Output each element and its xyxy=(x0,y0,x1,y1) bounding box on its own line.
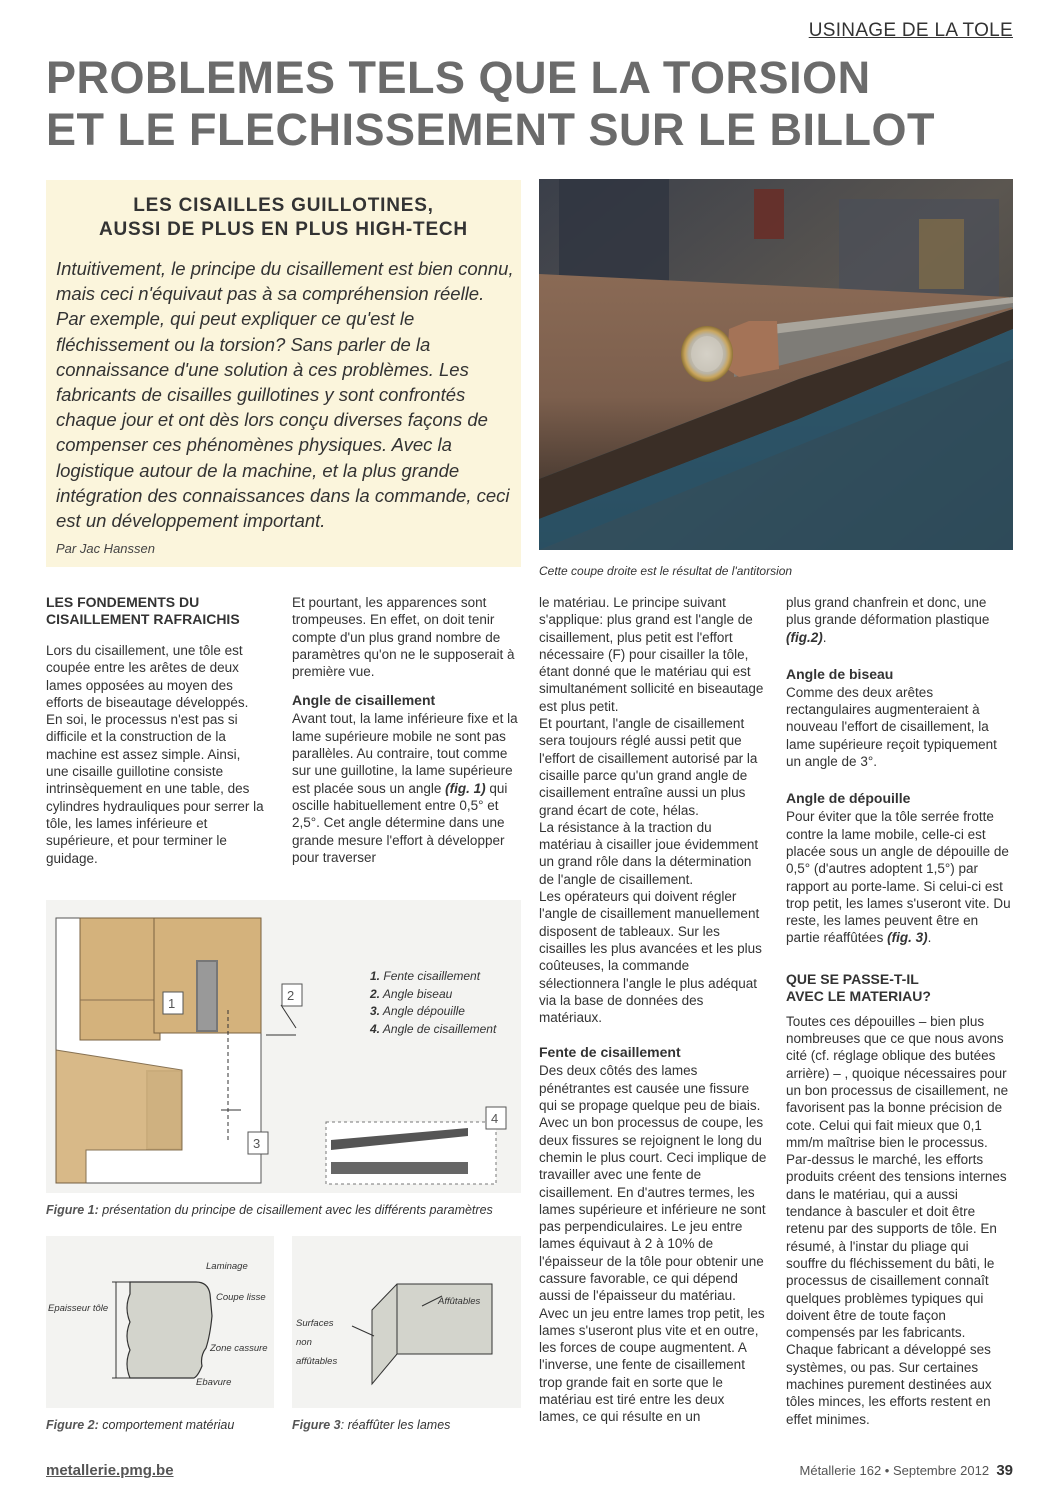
label-affutables: Affûtables xyxy=(438,1296,481,1307)
marker-1: 1 xyxy=(168,996,176,1011)
paragraph: Lors du cisaillement, une tôle est coupée entre les arêtes de deux lames opposées au moyen des efforts de biseautage développés. En soi, le processus n'est pas si difficile et la construction de la machine est assez simple. Ainsi, une cisaille guillotine consiste intrinsèquement en une table, des cylindres hydrauliques pour serrer la tôle, les lames inférieure et supérieure, et pour terminer le guidage. xyxy=(46,643,264,866)
figure-2-caption xyxy=(46,1418,234,1432)
legend-item: 3. Angle dépouille xyxy=(370,1004,465,1018)
legend-item: 2. Angle biseau xyxy=(370,986,453,1001)
figure-reference: (fig. 1) xyxy=(445,780,486,796)
text-run: . xyxy=(927,930,932,946)
heading-line-2: AVEC LE MATERIAU? xyxy=(786,987,931,1004)
figure-2-caption-text: comportement matériau xyxy=(102,1418,235,1432)
subheading-angle-cisaillement: Angle de cisaillement xyxy=(292,692,436,709)
section-heading-fondements xyxy=(46,594,264,628)
paragraph: La résistance à la traction du matériau à cisailler joue évidemment un grand rôle dans la détermination de l'angle de cisaillement. xyxy=(539,819,759,887)
paragraph xyxy=(292,710,518,866)
intro-heading-line-1: LES CISAILLES GUILLOTINES, xyxy=(133,195,434,216)
author-byline: Par Jac Hanssen xyxy=(56,541,155,556)
text-run: . xyxy=(822,629,827,645)
column-4 xyxy=(786,594,1013,1440)
page-title xyxy=(46,52,1026,156)
label-line: affûtables xyxy=(296,1356,338,1367)
intro-heading xyxy=(46,194,521,242)
intro-text: Intuitivement, le principe du cisaillement est bien connu, mais ceci n'équivaut pas à sa compréhension réelle. Par exemple, qui peut expliquer ce qu'est le fléchissement ou la torsion? Sans parler de la connaissance d'une solution à ces problèmes. Les fabricants de cisailles guillotines y sont confrontés chaque jour et ont dès lors conçu diverses façons de compenser ces phénomènes physiques. Avec la logistique autour de la machine, et la plus grande intégration des connaissances dans la commande, ceci est un développement important. xyxy=(56,258,514,532)
paragraph: Toutes ces dépouilles – bien plus nombreuses que ce que nous avons cité (cf. réglage oblique des butées arrière) – , quoique nécessaires pour un bon processus de cisaillement, ne favorisent pas la bonne précision de cote. Celui qui fait mieux que 0,1 mm/m maîtrise bien le processus. Par-dessus le marché, les efforts produits créent des tensions internes dans le matériau, qui a aussi tendance à basculer et doit être retenu par des supports de tôle. En résumé, à l'instar du pliage qui souffre du fléchissement du bâti, le processus de cisaillement connaît quelques problèmes typiques qui doivent être de toute façon compensés par les fabricants. Chaque fabricant a développé ses systèmes, ou pas. Sur certaines machines purement destinées aux tôles minces, les efforts restent en effet minimes. xyxy=(786,1013,1009,1427)
photo-caption: Cette coupe droite est le résultat de l'antitorsion xyxy=(539,564,793,578)
legend-item: 4. Angle de cisaillement xyxy=(370,1021,497,1036)
photo-illustration xyxy=(539,179,1013,550)
marker-4: 4 xyxy=(491,1111,499,1126)
text-run: Pour éviter que la tôle serrée frotte contre la lame mobile, celle-ci est placée sous un angle de dépouille de 0,5° (d'autres adoptent 1,5°) par rapport au porte-lame. Si celui-ci est trop petit, les lames s'useront vite. Du reste, les lames peuvent être en partie réaffûtées xyxy=(786,809,1011,946)
figure-3 xyxy=(292,1236,521,1408)
marker-3: 3 xyxy=(253,1136,261,1151)
figure-2-caption-label: Figure 2: xyxy=(46,1418,99,1432)
marker-2: 2 xyxy=(287,988,295,1003)
paragraph: Des deux côtés des lames pénétrantes est causée une fissure qui se propage quelque peu de biais. Avec un bon processus de coupe, les deux fissures se rejoignent le long du chemin le plus court. Ceci implique de travailler avec une fente de cisaillement. En d'autres termes, les lames supérieure et inférieure ne sont pas perpendiculaires. Le jeu entre lames équivaut à 2 à 10% de l'épaisseur de la tôle pour obtenir une cassure favorable, ce qui dépend aussi de l'épaisseur du matériau. Avec un jeu entre lames trop petit, les lames s'useront plus vite et en outre, les forces de coupe augmentent. A l'inverse, une fente de cisaillement trop grande fait en sorte que le matériau est tiré entre les deux lames, ce qui résulte en un xyxy=(539,1063,767,1425)
label-line: non xyxy=(296,1337,312,1348)
label-laminage: Laminage xyxy=(206,1261,248,1272)
text-run: Avant tout, la lame inférieure fixe et la lame supérieure mobile ne sont pas parallèles. Au contraire, tout comme sur une guillotine, la lame supérieure est placée sous un angle xyxy=(292,711,518,796)
page-number: 39 xyxy=(996,1462,1013,1479)
label-zone-cassure: Zone cassure xyxy=(210,1343,268,1354)
subheading-biseau: Angle de biseau xyxy=(786,665,894,682)
figure-1-caption-text: présentation du principe de cisaillement avec les différents paramètres xyxy=(102,1203,493,1217)
label-epaisseur: Epaisseur tôle xyxy=(48,1303,109,1314)
figure-2 xyxy=(46,1236,274,1408)
figure-reference: (fig.2) xyxy=(786,629,823,645)
paragraph: Et pourtant, les apparences sont trompeuses. En effet, on doit tenir compte d'un plus grand nombre de paramètres qu'on ne le supposerait à première vue. xyxy=(292,595,515,680)
figure-3-caption-label: Figure 3 xyxy=(292,1418,341,1432)
figure-1-legend xyxy=(370,968,496,1038)
paragraph xyxy=(786,808,1013,946)
paragraph: le matériau. Le principe suivant s'applique: plus grand est l'angle de cisaillement, plus petit est l'effort nécessaire (F) pour cisailler la tôle, étant donné que le matériau qui est simultanément sollicité en biseautage est plus petit. xyxy=(539,595,764,714)
subheading-fente: Fente de cisaillement xyxy=(539,1044,681,1061)
figure-1 xyxy=(46,900,521,1193)
figure-1-diagram xyxy=(46,900,521,1193)
label-line: Surfaces xyxy=(296,1318,334,1329)
photo-sheet-cut xyxy=(539,179,1013,550)
label-coupe-lisse: Coupe lisse xyxy=(216,1292,266,1303)
label-surfaces-non-affutables xyxy=(296,1314,337,1371)
paragraph: Comme des deux arêtes rectangulaires augmenteraient à nouveau l'effort de cisaillement, la lame supérieure reçoit typiquement un angle de 3°. xyxy=(786,684,997,770)
intro-box xyxy=(46,180,521,567)
heading-line-1: QUE SE PASSE-T-IL xyxy=(786,970,919,987)
intro-heading-line-2: AUSSI DE PLUS EN PLUS HIGH-TECH xyxy=(99,219,468,240)
section-tag: USINAGE DE LA TOLE xyxy=(808,20,1013,41)
title-line-2: ET LE FLECHISSEMENT SUR LE BILLOT xyxy=(46,104,936,155)
heading-line-2: CISAILLEMENT RAFRAICHIS xyxy=(46,611,240,627)
issue-text: Métallerie 162 • Septembre 2012 xyxy=(799,1463,990,1478)
paragraph: Et pourtant, l'angle de cisaillement sera toujours réglé aussi petit que l'effort de cisaillement autorisé par la cisaille parce qu'un grand angle de cisaillement entraîne aussi un plus grand écart de cote, hélas. xyxy=(539,716,758,818)
column-3 xyxy=(539,594,767,1438)
figure-3-caption-text: : réaffûter les lames xyxy=(340,1418,451,1432)
figure-3-caption xyxy=(292,1418,450,1432)
figure-1-caption xyxy=(46,1203,493,1217)
heading-line-1: LES FONDEMENTS DU xyxy=(46,594,200,610)
footer-issue xyxy=(800,1462,1013,1479)
title-line-1: PROBLEMES TELS QUE LA TORSION xyxy=(46,52,871,103)
label-ebavure: Ebavure xyxy=(196,1377,232,1388)
subheading-depouille: Angle de dépouille xyxy=(786,790,911,807)
figure-1-caption-label: Figure 1: xyxy=(46,1203,99,1217)
column-2 xyxy=(292,594,518,878)
paragraph: Les opérateurs qui doivent régler l'angle de cisaillement manuellement disposent de tableaux. Sur les cisailles les plus avancées et les plus coûteuses, la commande sélectionnera l'angle le plus adéquat via la base de données des matériaux. xyxy=(539,889,762,1026)
website-link[interactable]: metallerie.pmg.be xyxy=(46,1462,174,1479)
column-1 xyxy=(46,594,264,879)
text-run: qui oscille habituellement entre 0,5° et 2,5°. Cet angle détermine dans une grande mesure l'effort à développer pour traverser xyxy=(292,780,508,865)
section-heading-materiau xyxy=(786,971,1013,1005)
legend-item: 1. Fente cisaillement xyxy=(370,969,481,983)
figure-reference: (fig. 3) xyxy=(887,930,928,946)
text-run: plus grand chanfrein et donc, une plus grande déformation plastique xyxy=(786,595,990,628)
paragraph xyxy=(786,594,1013,646)
